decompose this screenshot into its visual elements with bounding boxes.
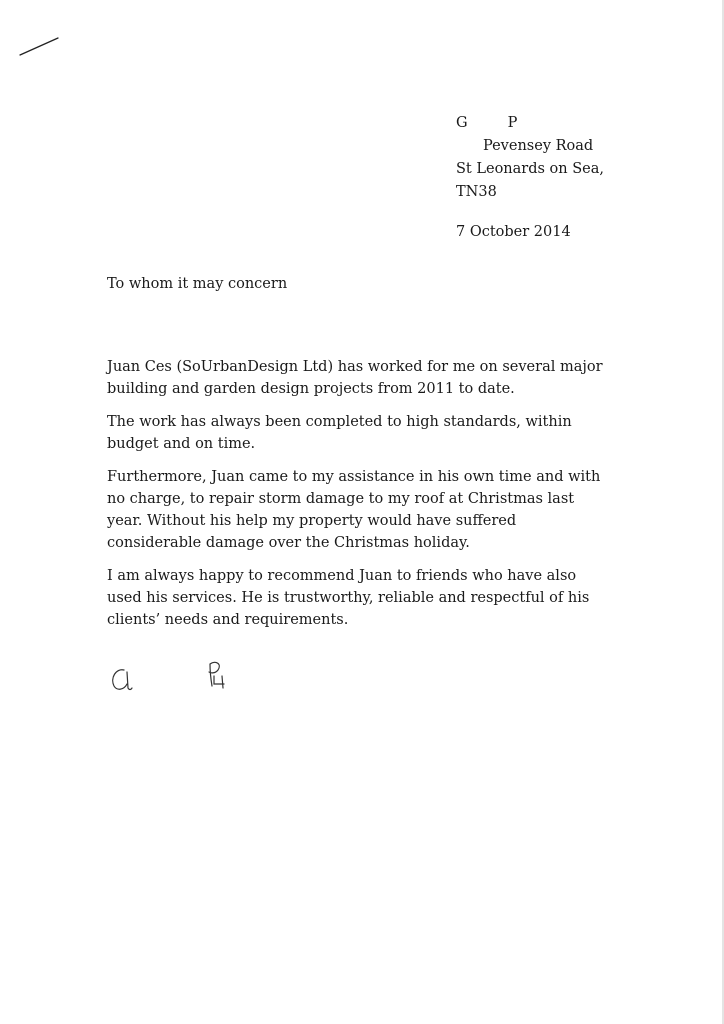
body-paragraph: The work has always been completed to high standards, within budget and on time. [107,414,572,452]
sender-town: St Leonards on Sea, [456,161,605,177]
body-paragraph: Juan Ces (SoUrbanDesign Ltd) has worked for me on several major building and garden design projects from 2011 to date. [107,359,603,397]
pen-mark [0,0,80,70]
sender-street: Pevensey Road [483,138,594,154]
sender-postcode: TN38 [456,184,497,200]
sender-name [456,112,696,135]
scan-edge [718,0,724,1024]
body-paragraph: I am always happy to recommend Juan to friends who have also used his services. He is trustworthy, reliable and respectful of his clients’ needs and requirements. [107,568,590,628]
handwritten-signature [100,650,260,700]
letter-date: 7 October 2014 [456,224,571,240]
letter-body [107,356,607,642]
body-paragraph: Furthermore, Juan came to my assistance in his own time and with no charge, to repair storm damage to my roof at Christmas last year. Without his help my property would have suffered considerable damage over the Christmas holiday. [107,469,601,551]
sender-last-initial: P [507,115,518,131]
sender-address [456,112,696,204]
salutation: To whom it may concern [107,276,288,292]
sender-first-initial: G [456,115,468,131]
